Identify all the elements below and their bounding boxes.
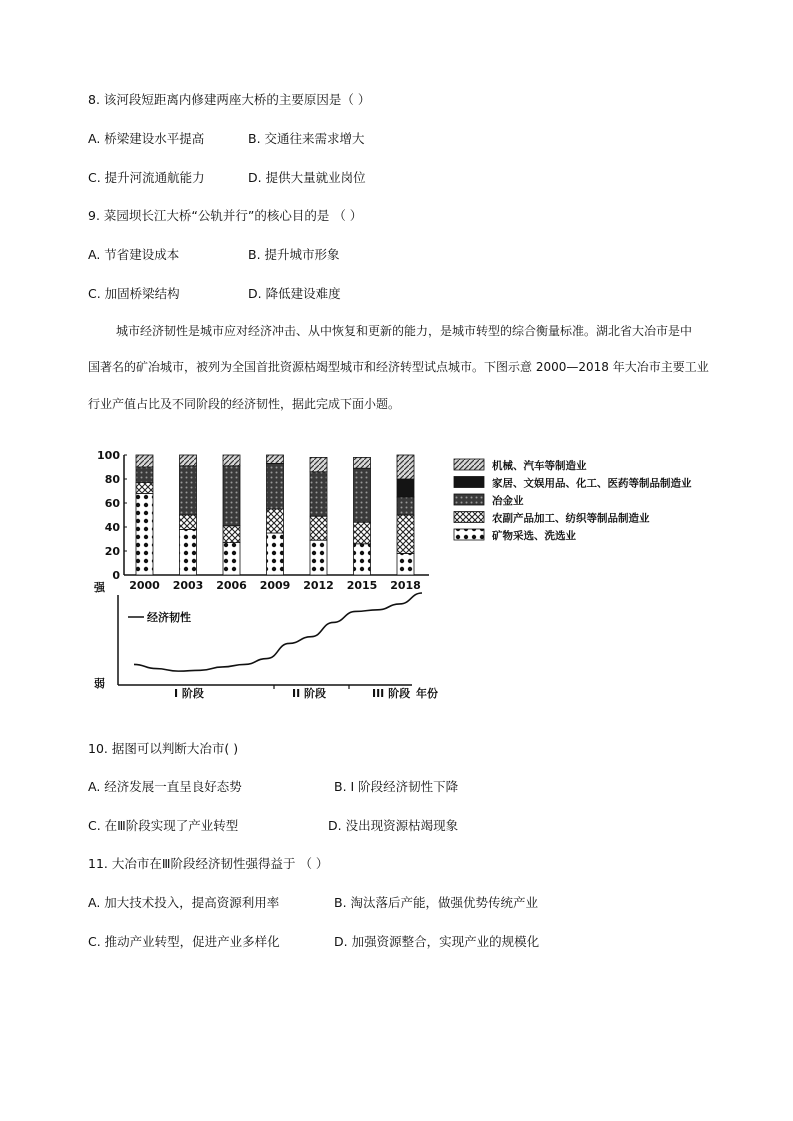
q11-option-a: A. 加大技术投入，提高资源利用率 <box>88 895 280 910</box>
q9-option-b: B. 提升城市形象 <box>248 247 340 262</box>
y-tick-label: 20 <box>104 545 120 558</box>
bar-segment <box>136 467 153 483</box>
bar-segment <box>310 457 327 471</box>
q11-option-c: C. 推动产业转型，促进产业多样化 <box>88 934 280 949</box>
bar-segment <box>136 483 153 494</box>
bar-segment <box>397 515 414 553</box>
chart-svg <box>94 445 704 705</box>
curve-x-axis-label: 年份 <box>416 687 438 700</box>
axis-weak-label: 弱 <box>94 677 105 690</box>
bar-segment <box>354 457 371 468</box>
y-tick-label: 80 <box>104 473 120 486</box>
q8-option-b: B. 交通往来需求增大 <box>248 131 365 146</box>
bar-segment <box>180 466 197 515</box>
bar-segment <box>397 479 414 497</box>
x-tick-label: 2003 <box>172 579 204 592</box>
y-tick-label: 60 <box>104 497 120 510</box>
bar-segment <box>397 497 414 515</box>
y-tick-label: 100 <box>97 449 120 462</box>
x-tick-label: 2018 <box>390 579 421 592</box>
legend-swatch <box>454 477 484 488</box>
bar-segment <box>223 543 240 575</box>
legend-label: 矿物采选、洗选业 <box>492 530 576 542</box>
stacked-bar-chart <box>97 449 429 592</box>
bar-segment <box>397 455 414 479</box>
passage-line-1: 城市经济韧性是城市应对经济冲击、从中恢复和更新的能力，是城市转型的综合衡量标准。湖北省大冶市是中 <box>116 324 693 338</box>
q10-option-b: B. I 阶段经济韧性下降 <box>334 779 459 794</box>
bar-segment <box>310 472 327 516</box>
passage-line-3: 行业产值占比及不同阶段的经济韧性，据此完成下面小题。 <box>88 397 401 411</box>
bar-segment <box>354 544 371 575</box>
legend-swatch <box>454 494 484 505</box>
q9-option-c: C. 加固桥梁结构 <box>88 286 180 301</box>
bar-segment <box>397 553 414 575</box>
q8-stem: 8. 该河段短距离内修建两座大桥的主要原因是（ ） <box>88 92 371 107</box>
legend-label: 家居、文娱用品、化工、医药等制品制造业 <box>492 477 692 490</box>
q11-option-b: B. 淘汰落后产能，做强优势传统产业 <box>334 895 539 910</box>
y-tick-label: 0 <box>112 569 120 582</box>
x-tick-label: 2000 <box>129 579 160 592</box>
x-tick-label: 2015 <box>346 579 378 592</box>
bar-segment <box>267 509 284 533</box>
q10-option-d: D. 没出现资源枯竭现象 <box>328 818 459 833</box>
bar-segment <box>354 522 371 544</box>
axis-strong-label: 强 <box>94 581 105 594</box>
bar-segment <box>310 540 327 575</box>
bar-segment <box>267 533 284 575</box>
resilience-curve <box>134 593 422 671</box>
bar-segment <box>136 455 153 467</box>
bar-segment <box>136 493 153 575</box>
x-tick-label: 2006 <box>216 579 247 592</box>
q8-option-a: A. 桥梁建设水平提高 <box>88 131 205 146</box>
legend-label: 机械、汽车等制造业 <box>492 460 587 472</box>
bar-segment <box>267 463 284 509</box>
q10-stem: 10. 据图可以判断大冶市( ) <box>88 741 239 756</box>
bar-segment <box>267 455 284 463</box>
bar-segment <box>354 468 371 522</box>
legend-swatch <box>454 529 484 540</box>
stage-1-label: I 阶段 <box>174 687 204 700</box>
q9-option-a: A. 节省建设成本 <box>88 247 180 262</box>
q11-option-d: D. 加强资源整合，实现产业的规模化 <box>334 934 540 949</box>
bar-segment <box>180 455 197 466</box>
x-tick-label: 2012 <box>303 579 334 592</box>
legend-label: 冶金业 <box>492 495 524 507</box>
q10-option-c: C. 在Ⅲ阶段实现了产业转型 <box>88 818 239 833</box>
curve-legend-label: 经济韧性 <box>147 611 191 624</box>
resilience-chart <box>94 580 438 700</box>
q9-stem: 9. 菜园坝长江大桥“公轨并行”的核心目的是 （ ） <box>88 208 363 223</box>
bar-segment <box>180 529 197 575</box>
legend-label: 农副产品加工、纺织等制品制造业 <box>492 512 650 525</box>
q10-option-a: A. 经济发展一直呈良好态势 <box>88 779 242 794</box>
stage-2-label: II 阶段 <box>292 687 327 700</box>
legend-swatch <box>454 459 484 470</box>
chart-legend <box>454 459 692 542</box>
x-tick-label: 2009 <box>259 579 291 592</box>
passage-line-2: 国著名的矿冶城市，被列为全国首批资源枯竭型城市和经济转型试点城市。下图示意 2000—2018 年大冶市主要工业 <box>88 360 709 374</box>
legend-swatch <box>454 512 484 523</box>
bar-segment <box>223 466 240 526</box>
bar-segment <box>180 515 197 529</box>
figure-industry-resilience <box>94 445 704 705</box>
bar-segment <box>223 526 240 543</box>
q8-option-c: C. 提升河流通航能力 <box>88 170 205 185</box>
y-tick-label: 40 <box>104 521 120 534</box>
bar-segment <box>310 516 327 540</box>
bar-segment <box>223 455 240 466</box>
q11-stem: 11. 大冶市在Ⅲ阶段经济韧性强得益于 （ ） <box>88 856 329 871</box>
stage-3-label: III 阶段 <box>372 687 411 700</box>
q9-option-d: D. 降低建设难度 <box>248 286 341 301</box>
q8-option-d: D. 提供大量就业岗位 <box>248 170 366 185</box>
